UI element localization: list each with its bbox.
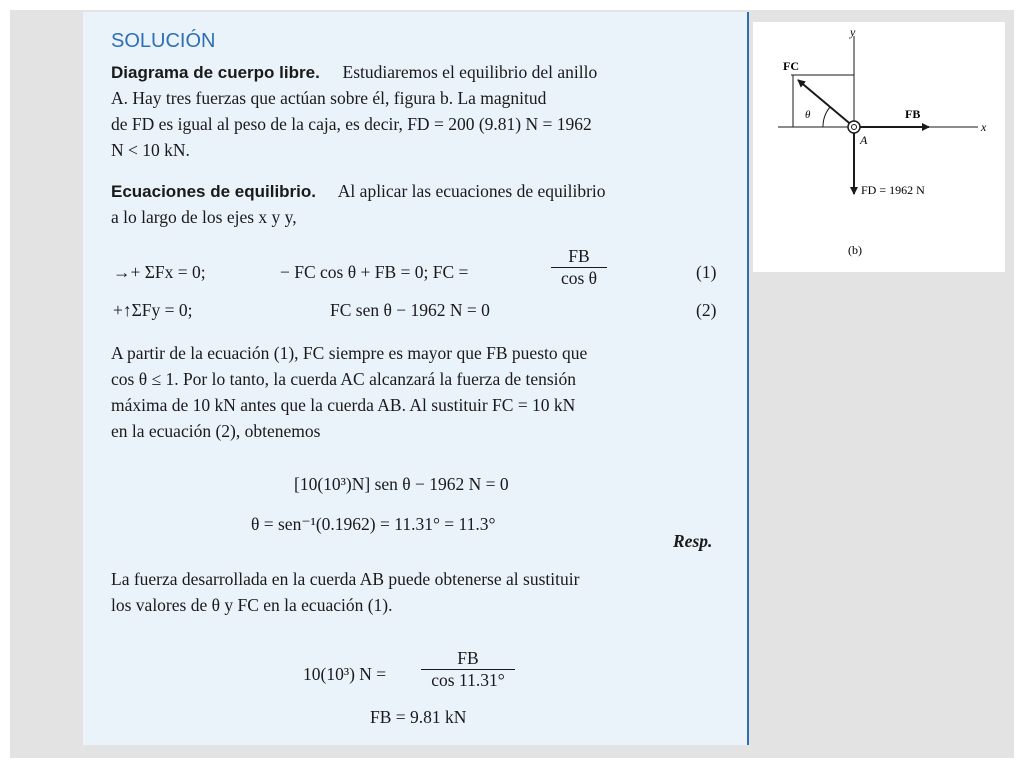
equation-1-denominator: cos θ (560, 268, 598, 288)
paragraph-3-line-1: A partir de la ecuación (1), FC siempre es mayor que FB puesto que (111, 343, 588, 363)
equation-2-middle: FC sen θ − 1962 N = 0 (330, 300, 490, 320)
result-line-2: θ = sen⁻¹(0.1962) = 11.31° = 11.3° (251, 514, 496, 534)
paragraph-1-line-2: A. Hay tres fuerzas que actúan sobre él, figura b. La magnitud (111, 88, 547, 108)
final-denominator: cos 11.31° (431, 670, 505, 690)
equation-1-middle: − FC cos θ + FB = 0; FC = (280, 262, 469, 282)
figure-caption: (b) (848, 243, 862, 257)
paragraph-1-line-3: de FD es igual al peso de la caja, es decir, FD = 200 (9.81) N = 1962 (111, 114, 592, 134)
ring-a (848, 121, 860, 133)
free-body-diagram-svg (753, 22, 1005, 272)
fd-label: FD = 1962 N (861, 183, 925, 197)
final-numerator: FB (421, 648, 515, 670)
y-axis-label: y (850, 25, 856, 39)
equation-1-number: (1) (696, 262, 717, 282)
equation-1-numerator: FB (551, 246, 607, 268)
x-axis-label: x (981, 120, 987, 134)
result-line-1: [10(10³)N] sen θ − 1962 N = 0 (294, 474, 509, 494)
fb-label: FB (905, 107, 921, 121)
paragraph-4-line-1: La fuerza desarrollada en la cuerda AB puede obtenerse al sustituir (111, 569, 580, 589)
paragraph-2-text-1: Al aplicar las ecuaciones de equilibrio (337, 181, 606, 201)
paragraph-3-line-3: máxima de 10 kN antes que la cuerda AB. Al sustituir FC = 10 kN (111, 395, 576, 415)
section-title: SOLUCIÓN (111, 30, 216, 52)
final-fraction (421, 648, 515, 691)
theta-arc (823, 107, 830, 127)
equation-1-left: →+ ΣFx = 0; (113, 262, 206, 282)
paragraph-3-line-4: en la ecuación (2), obtenemos (111, 421, 321, 441)
equation-1-fraction (551, 246, 607, 289)
paragraph-1-line-1 (111, 62, 597, 83)
paragraph-2-line-2: a lo largo de los ejes x y y, (111, 207, 297, 227)
free-body-diagram (753, 22, 1005, 272)
equation-2-number: (2) (696, 300, 717, 320)
final-line-2: FB = 9.81 kN (370, 707, 467, 727)
fc-label: FC (783, 59, 799, 73)
paragraph-1-text-1: Estudiaremos el equilibrio del anillo (342, 62, 598, 82)
heading-equilibrium: Ecuaciones de equilibrio. (111, 182, 316, 201)
heading-free-body: Diagrama de cuerpo libre. (111, 63, 320, 82)
final-lhs: 10(10³) N = (303, 664, 387, 684)
paragraph-2-line-1 (111, 181, 606, 202)
equation-2-left: +↑ΣFy = 0; (113, 300, 193, 320)
paragraph-4-line-2: los valores de θ y FC en la ecuación (1). (111, 595, 393, 615)
paragraph-3-line-2: cos θ ≤ 1. Por lo tanto, la cuerda AC alcanzará la fuerza de tensión (111, 369, 577, 389)
ring-a-label: A (860, 133, 868, 147)
paragraph-1-line-4: N < 10 kN. (111, 140, 190, 160)
theta-label: θ (805, 109, 811, 121)
resp-label: Resp. (673, 531, 713, 551)
